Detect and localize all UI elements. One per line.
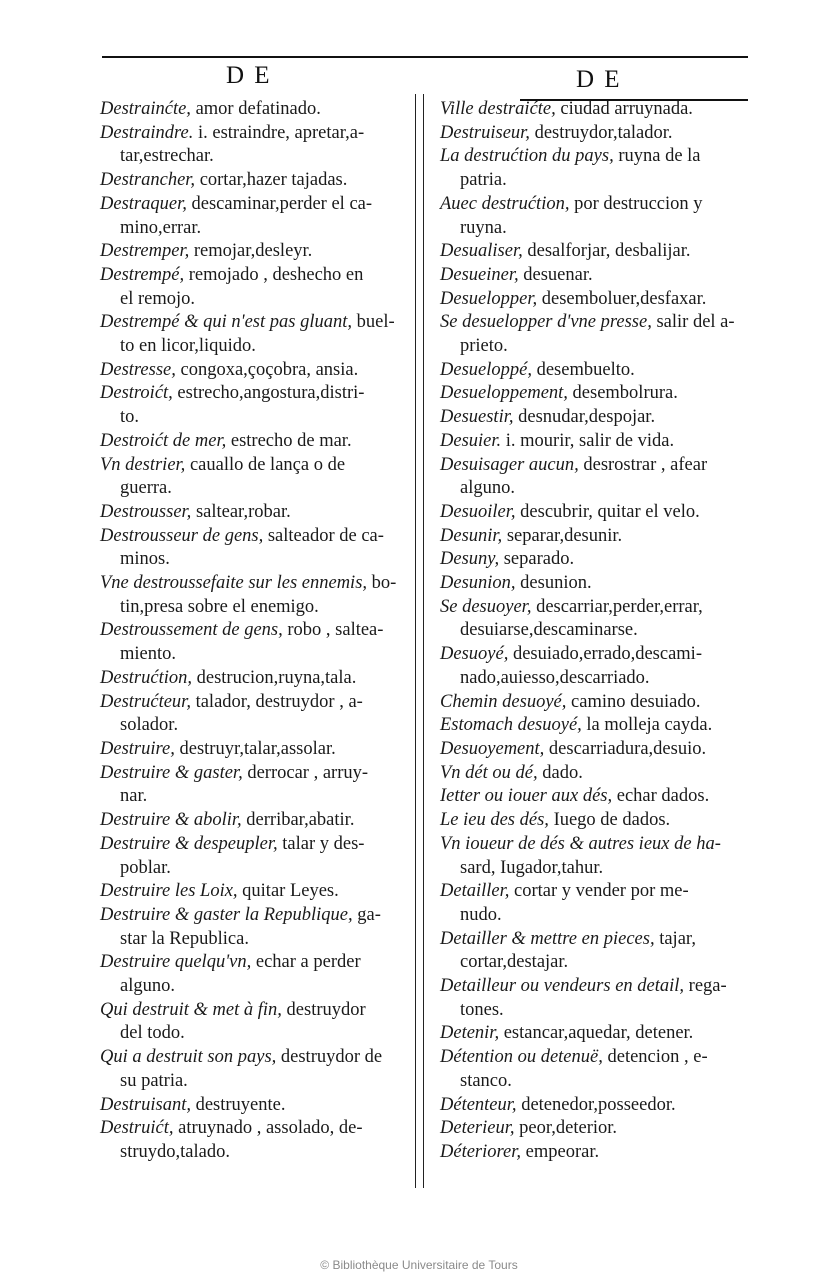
entry-definition: estancar,aquedar, detener. [499,1023,694,1044]
entry-headword: Qui a destruit son pays, [100,1047,277,1068]
entry-continuation: el remojo. [120,288,196,309]
dictionary-entry [440,762,758,786]
entry-continuation: minos. [120,549,170,570]
entry-line [440,714,758,738]
entry-line [440,548,758,572]
entry-headword: Se desuoyer, [440,596,532,617]
entry-headword: Desueloppement, [440,383,568,404]
entry-line [440,311,758,335]
dictionary-entry [100,98,408,122]
dictionary-entry [100,1046,408,1093]
entry-definition: cortar,hazer tajadas. [195,170,348,191]
entry-headword: Desualiser, [440,241,523,262]
entry-definition: saltear,robar. [191,501,291,522]
entry-headword: Le ieu des dés, [440,810,549,831]
entry-continuation: tones. [460,999,504,1020]
entry-headword: Destroićt de mer, [100,430,227,451]
entry-definition: derribar,abatir. [241,810,355,831]
entry-definition: atruynado , assolado, de- [173,1118,363,1139]
entry-definition: desemboluer,desfaxar. [537,288,707,309]
entry-definition: desalforjar, desbalijar. [522,241,691,262]
entry-definition: descubrir, quitar el velo. [515,501,700,522]
dictionary-entry [100,999,408,1046]
entry-line [100,762,408,786]
entry-definition: cauallo de lança o de [185,454,346,475]
entry-headword: Vn ioueur de dés & autres ieux de ha- [440,833,721,854]
dictionary-entry [100,833,408,880]
entry-headword: Destruire & gaster, [100,762,243,783]
entry-line [100,501,408,525]
entry-definition: destruyente. [190,1094,286,1115]
entry-line [440,454,758,478]
dictionary-entry [440,596,758,643]
entry-line [440,975,758,999]
entry-headword: Detailler, [440,881,510,902]
entry-headword: Destroićt, [100,383,173,404]
column-divider [423,94,424,1188]
entry-definition: desembuelto. [531,359,635,380]
dictionary-entry [440,240,758,264]
left-column [100,98,408,1165]
entry-line [440,809,758,833]
entry-line [440,98,758,122]
entry-line [100,169,408,193]
entry-definition: destruydor,talador. [529,122,673,143]
entry-definition: salteador de ca- [263,525,384,546]
entry-definition: desuenar. [518,264,593,285]
entry-headword: Destruire quelqu'vn, [100,952,252,973]
entry-headword: Destruićt, [100,1118,174,1139]
dictionary-entry [100,382,408,429]
dictionary-entry [100,430,408,454]
entry-definition: detenedor,posseedor. [516,1094,676,1115]
entry-line [440,1046,758,1070]
entry-definition: descarriar,perder,errar, [531,596,703,617]
dictionary-entry [100,667,408,691]
entry-line [100,951,408,975]
entry-definition: destruydor [281,999,366,1020]
entry-continuation: patria. [460,170,507,191]
entry-line [440,193,758,217]
entry-headword: Desueiner, [440,264,519,285]
entry-continuation: cortar,destajar. [460,952,569,973]
entry-line [440,382,758,406]
dictionary-entry [100,762,408,809]
entry-headword: Destruisant, [100,1094,191,1115]
entry-headword: Desueloppé, [440,359,532,380]
entry-line [440,501,758,525]
dictionary-entry [440,643,758,690]
entry-line [100,311,408,335]
entry-line [440,928,758,952]
dictionary-entry [440,145,758,192]
entry-definition: desembolrura. [567,383,678,404]
dictionary-entry [440,1141,758,1165]
dictionary-entry [440,98,758,122]
entry-headword: Desuny, [440,549,500,570]
entry-definition: remojar,desleyr. [189,241,313,262]
dictionary-entry [440,833,758,880]
dictionary-entry [100,525,408,572]
entry-continuation: desuiarse,descaminarse. [460,620,638,641]
entry-line [100,122,408,146]
entry-definition: buel- [351,312,395,333]
entry-line [440,880,758,904]
dictionary-entry [440,454,758,501]
entry-definition: ciudad arruynada. [555,99,693,119]
entry-line [100,738,408,762]
entry-line [100,880,408,904]
dictionary-entry [440,430,758,454]
library-credit: © Bibliothèque Universitaire de Tours [320,1258,518,1272]
entry-line [100,264,408,288]
right-running-headword: D E [576,66,622,93]
entry-headword: Destrućteur, [100,691,191,712]
entry-line [440,572,758,596]
dictionary-entry [440,548,758,572]
entry-continuation: nar. [120,786,148,807]
dictionary-entry [440,501,758,525]
entry-line [440,145,758,169]
entry-headword: Estomach desuoyé, [440,715,582,736]
dictionary-entry [100,691,408,738]
dictionary-entry [100,193,408,240]
entry-definition: desnudar,despojar. [513,407,656,428]
dictionary-entry [440,1117,758,1141]
entry-line [100,240,408,264]
entry-line [440,596,758,620]
dictionary-entry [440,288,758,312]
entry-line [440,288,758,312]
dictionary-entry [440,928,758,975]
entry-line [440,691,758,715]
column-divider [415,94,416,1188]
entry-line [440,833,758,857]
entry-line [440,738,758,762]
entry-definition: ruyna de la [613,146,701,167]
entry-definition: destruyr,talar,assolar. [174,738,336,759]
entry-continuation: tar,estrechar. [120,146,214,167]
dictionary-entry [100,809,408,833]
header-rule [102,56,748,58]
dictionary-entry [440,382,758,406]
entry-line [100,1046,408,1070]
dictionary-entry [440,880,758,927]
entry-definition: remojado , deshecho en [184,264,364,285]
dictionary-entry [100,311,408,358]
entry-line [100,382,408,406]
entry-line [100,691,408,715]
entry-line [100,98,408,122]
dictionary-entry [100,951,408,998]
dictionary-entry [100,240,408,264]
entry-continuation: alguno. [460,478,515,499]
entry-headword: Vn dét ou dé, [440,762,538,783]
dictionary-entry [100,1094,408,1118]
dictionary-entry [440,975,758,1022]
dictionary-entry [100,572,408,619]
entry-continuation: sard, Iugador,tahur. [460,857,604,878]
entry-definition: descarriadura,desuio. [544,738,707,759]
entry-headword: Desuier. [440,430,502,451]
entry-definition: quitar Leyes. [237,881,339,902]
entry-definition: destruydor de [276,1047,383,1068]
entry-line [440,785,758,809]
entry-headword: Desuoyé, [440,644,509,665]
dictionary-entry [440,714,758,738]
entry-headword: Desuisager aucun, [440,454,579,475]
entry-line [440,430,758,454]
entry-definition: Iuego de dados. [548,810,671,831]
entry-continuation: ruyna. [460,217,507,238]
entry-definition: empeorar. [521,1141,600,1162]
entry-definition: ga- [352,904,381,925]
entry-definition: desunion. [515,573,592,594]
entry-line [100,572,408,596]
entry-continuation: mino,errar. [120,217,202,238]
entry-headword: Detailleur ou vendeurs en detail, [440,976,685,997]
entry-definition: separado. [499,549,575,570]
entry-headword: Destresse, [100,359,176,380]
entry-line [100,1094,408,1118]
entry-line [100,430,408,454]
entry-headword: Destrućtion, [100,667,192,688]
entry-line [440,359,758,383]
dictionary-entry [440,193,758,240]
entry-definition: echar a perder [251,952,361,973]
entry-line [100,999,408,1023]
entry-line [100,454,408,478]
dictionary-entry [100,169,408,193]
entry-definition: estrecho,angostura,distri- [172,383,365,404]
dictionary-entry [440,359,758,383]
dictionary-entry [440,572,758,596]
entry-continuation: del todo. [120,1023,185,1044]
entry-headword: Qui destruit & met à fin, [100,999,282,1020]
entry-continuation: to. [120,407,140,428]
entry-definition: robo , saltea- [282,620,384,641]
entry-continuation: guerra. [120,478,172,499]
entry-line [440,406,758,430]
dictionary-entry [440,525,758,549]
dictionary-entry [100,904,408,951]
dictionary-entry [440,785,758,809]
entry-headword: Détention ou detenuë, [440,1047,603,1068]
entry-continuation: tin,presa sobre el enemigo. [120,596,319,617]
entry-headword: La destrućtion du pays, [440,146,614,167]
dictionary-entry [100,1117,408,1164]
entry-continuation: alguno. [120,976,175,997]
entry-headword: Destruire, [100,738,175,759]
entry-definition: salir del a- [651,312,735,333]
entry-headword: Destrempé & qui n'est pas gluant, [100,312,352,333]
entry-line [100,833,408,857]
entry-line [100,619,408,643]
entry-line [440,264,758,288]
entry-line [440,1117,758,1141]
entry-line [100,525,408,549]
entry-headword: Destremper, [100,241,190,262]
entry-headword: Auec destrućtion, [440,193,570,214]
entry-definition: la molleja cayda. [581,715,713,736]
dictionary-entry [440,738,758,762]
dictionary-entry [100,122,408,169]
dictionary-entry [440,311,758,358]
entry-continuation: su patria. [120,1070,188,1091]
entry-definition: derrocar , arruy- [242,762,369,783]
entry-headword: Destrousser, [100,501,192,522]
entry-headword: Destrainćte, [100,99,191,119]
entry-line [440,1022,758,1046]
entry-continuation: stanco. [460,1070,512,1091]
entry-definition: cortar y vender por me- [509,881,689,902]
entry-definition: i. mourir, salir de vida. [501,430,675,451]
dictionary-entry [440,406,758,430]
entry-line [100,193,408,217]
right-column [440,98,758,1165]
entry-definition: desuiado,errado,descami- [508,644,702,665]
dictionary-entry [440,1046,758,1093]
entry-headword: Desuoyement, [440,738,545,759]
dictionary-entry [440,691,758,715]
entry-definition: echar dados. [612,786,710,807]
entry-line [100,904,408,928]
entry-headword: Détenteur, [440,1094,517,1115]
entry-definition: detencion , e- [602,1047,708,1068]
entry-headword: Destruire & despeupler, [100,833,278,854]
dictionary-entry [440,809,758,833]
entry-line [100,667,408,691]
entry-definition: rega- [684,976,727,997]
entry-headword: Destrousseur de gens, [100,525,264,546]
entry-headword: Destraindre. [100,122,194,143]
entry-definition: talador, destruydor , a- [190,691,363,712]
entry-continuation: poblar. [120,857,171,878]
dictionary-entry [100,501,408,525]
entry-definition: bo- [367,573,397,594]
entry-headword: Ietter ou iouer aux dés, [440,786,613,807]
entry-headword: Chemin desuoyé, [440,691,567,712]
entry-definition: desrostrar , afear [578,454,708,475]
entry-definition: congoxa,çoçobra, ansia. [175,359,359,380]
entry-headword: Vn destrier, [100,454,186,475]
entry-headword: Ville destraićte, [440,99,556,119]
entry-continuation: nado,auiesso,descarriado. [460,667,650,688]
dictionary-entry [100,264,408,311]
entry-continuation: miento. [120,644,177,665]
dictionary-entry [100,359,408,383]
entry-definition: descaminar,perder el ca- [186,193,373,214]
entry-headword: Desuoiler, [440,501,516,522]
entry-headword: Destroussement de gens, [100,620,283,641]
entry-line [440,643,758,667]
entry-headword: Destrempé, [100,264,185,285]
entry-headword: Detailler & mettre en pieces, [440,928,655,949]
entry-definition: por destruccion y [569,193,703,214]
entry-headword: Destruiseur, [440,122,530,143]
dictionary-entry [100,454,408,501]
entry-continuation: prieto. [460,336,508,357]
entry-line [440,525,758,549]
entry-continuation: solador. [120,715,179,736]
entry-headword: Destraquer, [100,193,187,214]
entry-headword: Desuestir, [440,407,514,428]
entry-headword: Desunion, [440,573,516,594]
entry-headword: Desunir, [440,525,503,546]
dictionary-entry [100,619,408,666]
entry-line [440,1094,758,1118]
dictionary-entry [100,738,408,762]
entry-line [440,240,758,264]
dictionary-entry [100,880,408,904]
dictionary-entry [440,1094,758,1118]
entry-headword: Destrancher, [100,170,196,191]
entry-headword: Destruire les Loix, [100,881,238,902]
entry-line [440,122,758,146]
entry-line [440,1141,758,1165]
entry-continuation: star la Republica. [120,928,249,949]
entry-line [440,762,758,786]
entry-headword: Desuelopper, [440,288,538,309]
entry-definition: separar,desunir. [502,525,623,546]
entry-headword: Destruire & abolir, [100,810,242,831]
entry-headword: Déteriorer, [440,1141,522,1162]
dictionary-entry [440,264,758,288]
entry-definition: destrucion,ruyna,tala. [191,667,357,688]
entry-definition: dado. [537,762,583,783]
dictionary-entry [440,1022,758,1046]
entry-definition: talar y des- [277,833,365,854]
entry-headword: Vne destroussefaite sur les ennemis, [100,573,368,594]
entry-headword: Se desuelopper d'vne presse, [440,312,652,333]
entry-line [100,359,408,383]
entry-headword: Detenir, [440,1023,500,1044]
entry-definition: amor defatinado. [190,99,321,119]
entry-definition: camino desuiado. [566,691,701,712]
dictionary-entry [440,122,758,146]
entry-continuation: struydo,talado. [120,1141,230,1162]
entry-continuation: nudo. [460,904,502,925]
entry-headword: Deterieur, [440,1118,515,1139]
entry-headword: Destruire & gaster la Republique, [100,904,353,925]
entry-definition: tajar, [654,928,696,949]
entry-definition: i. estraindre, apretar,a- [193,122,365,143]
entry-line [100,1117,408,1141]
left-running-headword: D E [226,62,272,89]
entry-continuation: to en licor,liquido. [120,336,256,357]
entry-definition: peor,deterior. [514,1118,618,1139]
entry-line [100,809,408,833]
entry-definition: estrecho de mar. [226,430,352,451]
